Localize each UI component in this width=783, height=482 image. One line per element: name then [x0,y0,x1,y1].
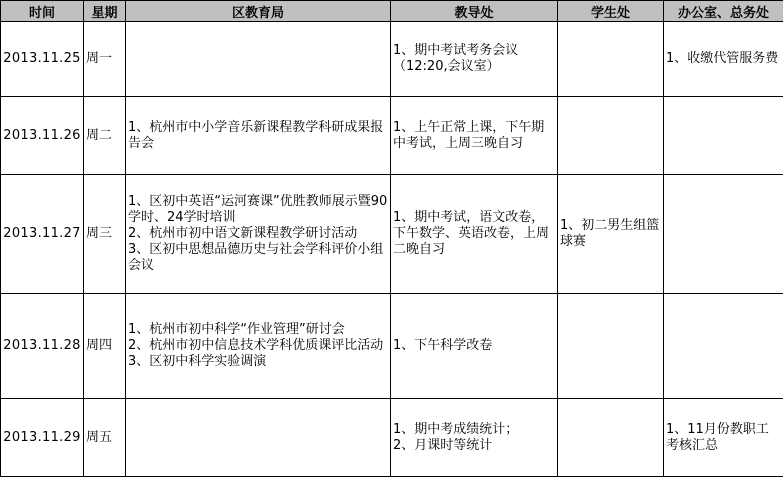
cell-line: （12:20,会议室） [393,59,500,74]
student-office-cell [558,175,664,294]
date-cell: 2013.11.29 [1,399,84,477]
table-row [1,97,783,175]
cell-line: 2、杭州市初中语文新课程教学研讨活动 [128,226,358,241]
cell-line: 1、期中考试，语文改卷，下午数学、英语改卷，上周二晚自习 [393,210,550,257]
teaching-office-cell [391,22,558,97]
date-cell: 2013.11.25 [1,22,84,97]
cell-line: 3、区初中科学实验调演 [128,354,267,369]
date-cell: 2013.11.26 [1,97,84,175]
cell-line: 1、下午科学改卷 [393,338,493,353]
student-office-cell [558,399,664,477]
cell-line: 1、期中考试考务会议 [393,43,519,58]
district-bureau-cell [126,97,391,175]
general-office-cell [664,97,783,175]
weekday-cell: 周一 [84,22,126,97]
student-office-cell [558,294,664,399]
cell-line: 1、杭州市初中科学“作业管理”研讨会 [128,322,345,337]
cell-line: 2、杭州市初中信息技术学科优质课评比活动 [128,338,384,353]
date-cell: 2013.11.27 [1,175,84,294]
general-office-cell [664,294,783,399]
teaching-office-cell [391,399,558,477]
header-district-bureau: 区教育局 [126,1,391,22]
student-office-cell [558,22,664,97]
cell-line: 1、区初中英语“运河赛课”优胜教师展示暨90学时、24学时培训 [128,194,388,225]
district-bureau-cell [126,22,391,97]
cell-line: 1、上午正常上课，下午期中考试，上周三晚自习 [393,119,545,151]
weekday-cell: 周四 [84,294,126,399]
table-row [1,175,783,294]
teaching-office-cell [391,294,558,399]
cell-line: 1、初二男生组篮球赛 [560,218,660,249]
cell-line: 1、杭州市中小学音乐新课程教学科研成果报告会 [128,119,384,151]
district-bureau-cell [126,294,391,399]
teaching-office-cell [391,97,558,175]
table-row [1,294,783,399]
weekday-cell: 周二 [84,97,126,175]
table-row [1,399,783,477]
cell-line: 1、期中考成绩统计； [393,421,519,437]
general-office-cell [664,175,783,294]
weekday-cell: 周五 [84,399,126,477]
weekday-cell: 周三 [84,175,126,294]
header-row [1,1,783,22]
header-general-office: 办公室、总务处 [664,1,783,22]
date-cell: 2013.11.28 [1,294,84,399]
header-weekday: 星期 [84,1,126,22]
general-office-cell [664,22,783,97]
student-office-cell [558,97,664,175]
district-bureau-cell [126,175,391,294]
cell-line: 2、月课时等统计 [393,437,493,453]
header-time: 时间 [1,1,84,22]
district-bureau-cell [126,399,391,477]
general-office-cell [664,399,783,477]
header-student-office: 学生处 [558,1,664,22]
teaching-office-cell [391,175,558,294]
cell-line: 1、11月份教职工考核汇总 [666,421,769,453]
table-row [1,22,783,97]
cell-line: 3、区初中思想品德历史与社会学科评价小组会议 [128,242,384,273]
cell-line: 1、收缴代管服务费 [666,51,779,66]
header-teaching-office: 教导处 [391,1,558,22]
